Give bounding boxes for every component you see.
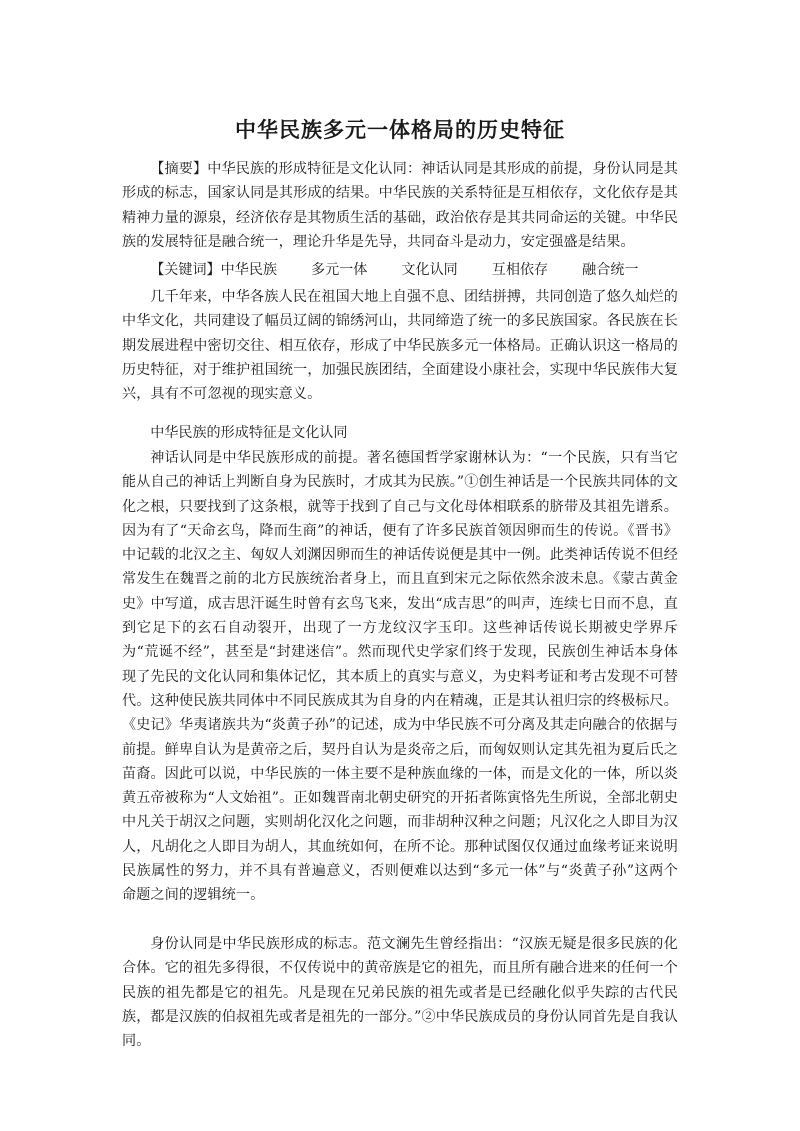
body-paragraph-myth-identity: 神话认同是中华民族形成的前提。著名德国哲学家谢林认为：“一个民族，只有当它能从自己的神话上判断自身为民族时，才成其为民族。”①创生神话是一个民族共同体的文化之根，只要找到了这条根，就等于找到了自己与文化母体相联系的脐带及其祖先谱系。因为有了“天命玄鸟，降而生商”的神话，便有了许多民族首领因卵而生的传说。《晋书》中记载的北汉之主、匈奴人刘渊因卵而生的神话传说便是其中一例。此类神话传说不但经常发生在魏晋之前的北方民族统治者身上，而且直到宋元之际依然余波未息。《蒙古黄金史》中写道，成吉思汗诞生时曾有玄鸟飞来，发出“成吉思”的叫声，连续七日而不息，直到它足下的玄石自动裂开，出现了一方龙纹汉字玉印。这些神话传说长期被史学界斥为“荒诞不经”，甚至是“封建迷信”。然而现代史学家们终于发现，民族创生神话本身体现了先民的文化认同和集体记忆，其本质上的真实与意义，为史料考证和考古发现不可替代。这种使民族共同体中不同民族成其为自身的内在精魂，正是其认祖归宗的终极标尺。《史记》华夷诸族共为“炎黄子孙”的记述，成为中华民族不可分离及其走向融合的依据与前提。鲜卑自认为是黄帝之后，契丹自认为是炎帝之后，而匈奴则认定其先祖为夏后氏之苗裔。因此可以说，中华民族的一体主要不是种族血缘的一体，而是文化的一体，所以炎黄五帝被称为“人文始祖”。正如魏晋南北朝史研究的开拓者陈寅恪先生所说，全部北朝史中凡关于胡汉之问题，实则胡化汉化之问题，而非胡种汉种之问题；凡汉化之人即目为汉人，凡胡化之人即目为胡人，其血统如何，在所不论。那种试图仅仅通过血缘考证来说明民族属性的努力，并不具有普遍意义，否则便难以达到“多元一体”与“炎黄子孙”这两个命题之间的逻辑统一。 [122,450,678,904]
intro-paragraph: 几千年来，中华各族人民在祖国大地上自强不息、团结拼搏，共同创造了悠久灿烂的中华文化，共同建设了幅员辽阔的锦绣河山，共同缔造了统一的多民族国家。各民族在长期发展进程中密切交往、相互依存，形成了中华民族多元一体格局。正确认识这一格局的历史特征，对于维护祖国统一，加强民族团结，全面建设小康社会，实现中华民族伟大复兴，具有不可忽视的现实意义。 [122,289,678,403]
section-heading-block [122,421,678,445]
keyword-item: 文化认同 [401,262,458,278]
keyword-item: 互相依存 [491,262,549,278]
keywords-section [122,258,678,282]
keyword-item: 融合统一 [582,262,639,278]
keyword-item: 多元一体 [311,262,368,278]
abstract-text: 中华民族的形成特征是文化认同：神话认同是其形成的前提，身份认同是其形成的标志，国家认同是其形成的结果。中华民族的关系特征是互相依存，文化依存是其精神力量的源泉，经济依存是其物质生活的基础，政治依存是其共同命运的关键。中华民族的发展特征是融合统一，理论升华是先导，共同奋斗是动力，安定强盛是结果。 [122,161,678,250]
keyword-item: 中华民族 [220,262,278,278]
keywords-row [122,258,678,282]
abstract-section [122,157,678,254]
paper-title: 中华民族多元一体格局的历史特征 [235,118,565,142]
intro-section [122,285,678,406]
abstract-paragraph [122,157,678,254]
body-paragraph-status-identity: 身份认同是中华民族形成的标志。范文澜先生曾经指出：“汉族无疑是很多民族的化合体。它的祖先多得很，不仅传说中的黄帝族是它的祖先，而且所有融合进来的任何一个民族的祖先都是它的祖先。凡是现在兄弟民族的祖先或者是已经融化似乎失踪的古代民族，都是汉族的伯叔祖先或者是祖先的一部分。”②中华民族成员的身份认同首先是自我认同。 [122,936,678,1050]
abstract-label: 【摘要】 [150,161,208,177]
body-paragraph-block [122,932,678,1053]
section-heading: 中华民族的形成特征是文化认同 [150,425,348,441]
body-paragraph-block [122,446,678,908]
keywords-label: 【关键词】 [150,262,221,278]
